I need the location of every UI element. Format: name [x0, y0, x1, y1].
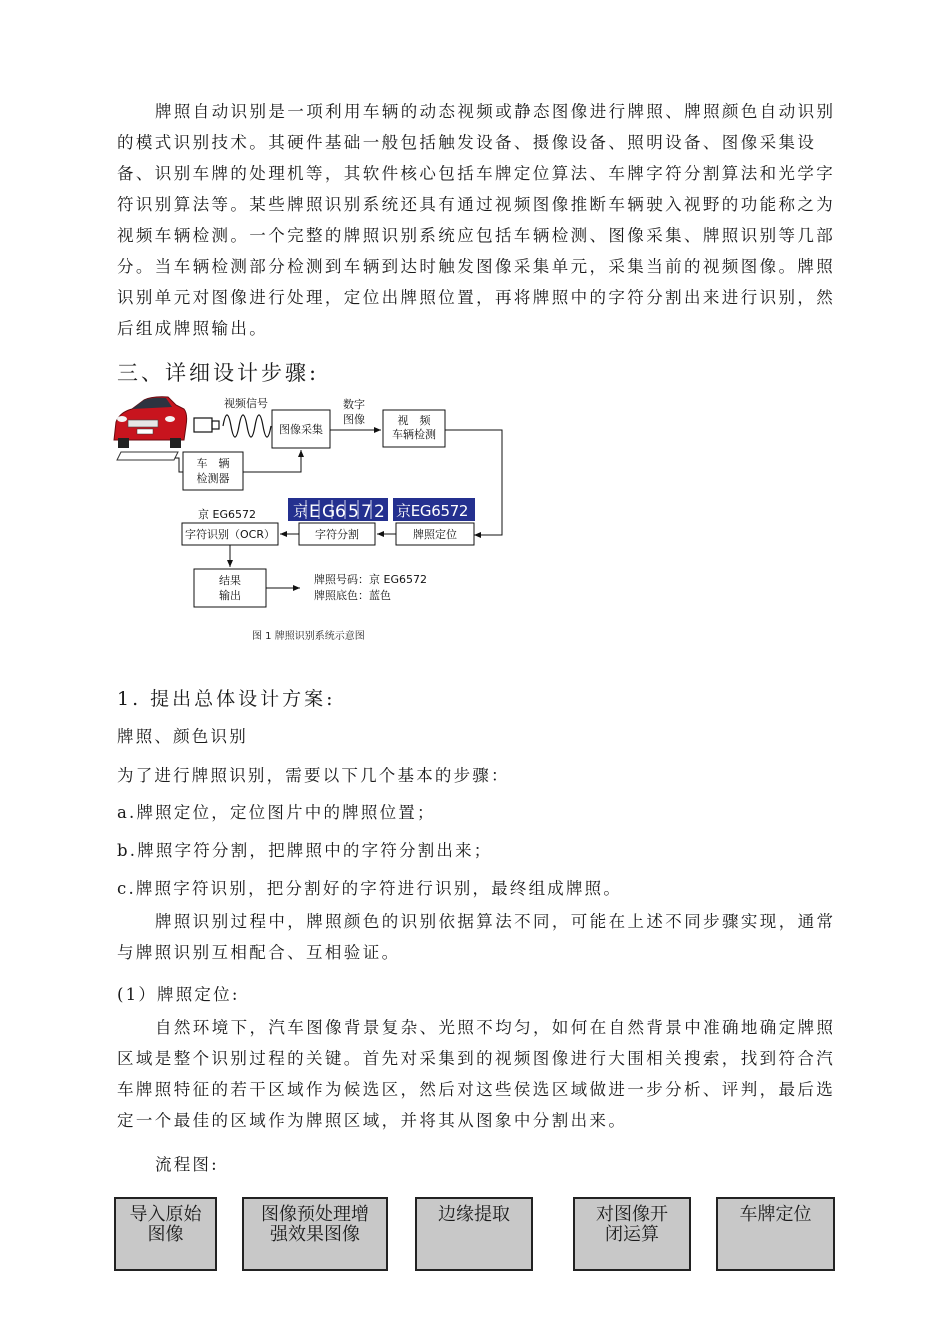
label-digital-line1: 数字 [343, 398, 365, 411]
section-heading-detailed-design: 三、详细设计步骤: [117, 361, 320, 385]
ground-loop-sensor-icon [117, 452, 178, 460]
camera-icon [194, 418, 219, 432]
flow-box-edge-extraction: 边缘提取 [415, 1197, 533, 1271]
flow-box-import-image: 导入原始 图像 [114, 1197, 217, 1271]
svg-text:G: G [322, 502, 336, 522]
box-vehicle-detector-line2: 检测器 [196, 472, 230, 485]
step-a: a.牌照定位，定位图片中的牌照位置； [117, 803, 436, 822]
figure-caption: 图 1 牌照识别系统示意图 [252, 631, 365, 642]
subheading-plate-localization: (1）牌照定位: [117, 985, 240, 1004]
plate-image-segmented [288, 498, 388, 522]
box-image-capture-label: 图像采集 [279, 423, 323, 436]
subtitle-plate-color-recognition: 牌照、颜色识别 [117, 727, 248, 746]
section-heading-overall-design: 1. 提出总体设计方案: [117, 688, 336, 710]
svg-text:2: 2 [374, 502, 385, 522]
step-c: c.牌照字符识别，把分割好的字符进行识别，最终组成牌照。 [117, 879, 623, 898]
signal-wave-icon [223, 415, 271, 437]
box-localization-label: 牌照定位 [413, 528, 457, 541]
intro-paragraph: 牌照自动识别是一项利用车辆的动态视频或静态图像进行牌照、牌照颜色自动识别的模式识别技术。其硬件基础一般包括触发设备、摄像设备、照明设备、图像采集设备、识别车牌的处理机等，其软件核心包括车牌定位算法、车牌字符分割算法和光学字符识别算法等。某些牌照识别系统还具有通过视频图像推断车辆驶入视野的功能称之为视频车辆检测。一个完整的牌照识别系统应包括车辆检测、图像采集、牌照识别等几部分。当车辆检测部分检测到车辆到达时触发图像采集单元，采集当前的视频图像。牌照识别单元对图像进行处理，定位出牌照位置，再将牌照中的字符分割出来进行识别，然后组成牌照输出。 [117, 102, 836, 338]
svg-text:E: E [309, 502, 320, 522]
label-digital-line2: 图像 [343, 413, 365, 426]
box-result-line2: 输出 [219, 589, 241, 602]
flow-box-preprocess: 图像预处理增 强效果图像 [242, 1197, 388, 1271]
svg-text:6: 6 [335, 502, 346, 522]
box-vehicle-detector-line1: 车 辆 [196, 457, 230, 470]
box-result-line1: 结果 [219, 574, 241, 587]
svg-text:京EG6572: 京EG6572 [396, 502, 469, 520]
car-image [114, 397, 187, 448]
box-video-detect-line1: 视 频 [397, 414, 431, 427]
box-segmentation-label: 字符分割 [315, 528, 359, 541]
plate-image-located [393, 498, 475, 521]
label-plate-color: 牌照底色：蓝色 [314, 589, 391, 602]
box-video-detect-line2: 车辆检测 [392, 428, 436, 441]
color-recognition-paragraph: 牌照识别过程中，牌照颜色的识别依据算法不同，可能在上述不同步骤实现，通常与牌照识别互相配合、互相验证。 [117, 912, 836, 962]
svg-text:京: 京 [293, 502, 309, 520]
flow-box-plate-localization: 车牌定位 [716, 1197, 835, 1271]
localization-paragraph: 自然环境下，汽车图像背景复杂、光照不均匀，如何在自然背景中准确地确定牌照区域是整个识别过程的关键。首先对采集到的视频图像进行大围相关搜索，找到符合汽车牌照特征的若干区域作为候选区，然后对这些侯选区域做进一步分析、评判，最后选定一个最佳的区域作为牌照区域，并将其从图象中分割出来。 [117, 1018, 836, 1130]
label-ocr-output: 京 EG6572 [198, 508, 256, 521]
flow-box-open-close-operation: 对图像开 闭运算 [573, 1197, 691, 1271]
step-b: b.牌照字符分割，把牌照中的字符分割出来； [117, 841, 493, 860]
plate-recognition-diagram [110, 392, 510, 647]
svg-text:5: 5 [348, 502, 359, 522]
label-video-signal: 视频信号 [224, 397, 268, 410]
label-plate-number: 牌照号码：京 EG6572 [314, 573, 427, 586]
steps-lead-text: 为了进行牌照识别，需要以下几个基本的步骤： [117, 766, 510, 785]
svg-text:7: 7 [361, 502, 372, 522]
box-ocr-label: 字符识别（OCR） [185, 528, 275, 541]
flowchart-label: 流程图: [155, 1155, 219, 1174]
